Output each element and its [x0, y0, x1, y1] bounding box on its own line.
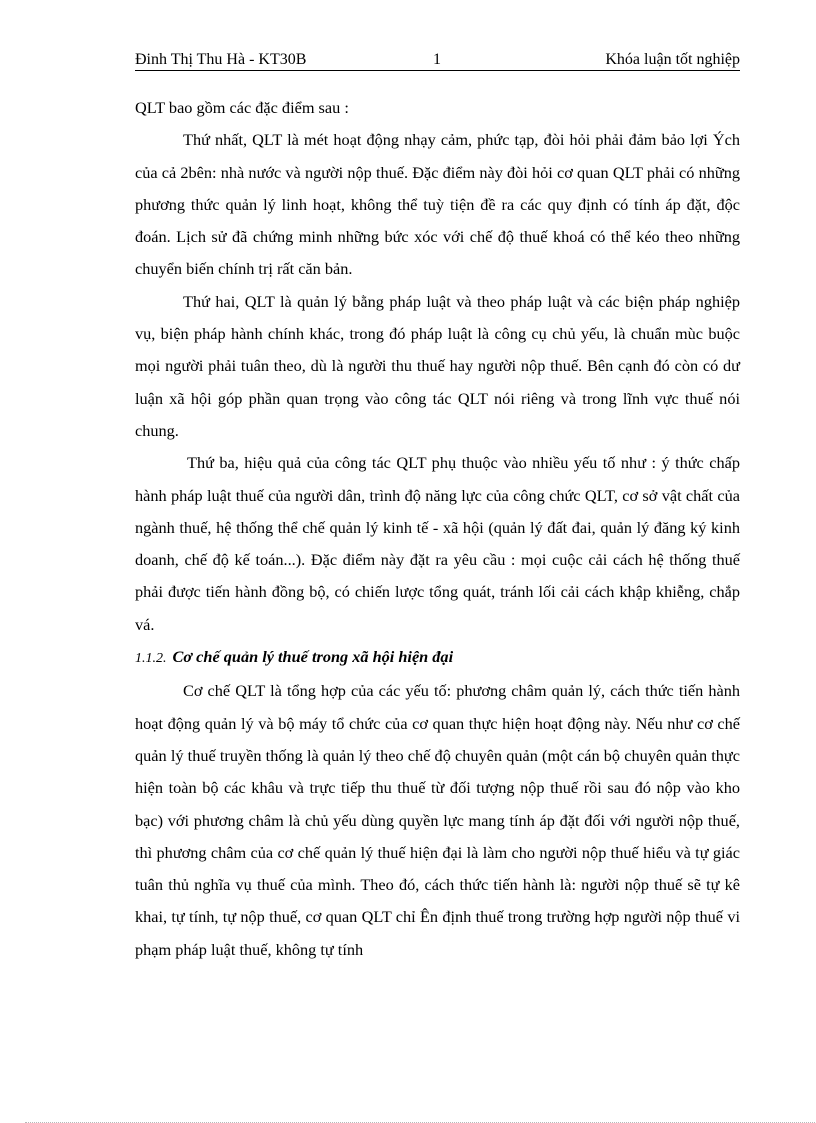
header-doc-type: Khóa luận tốt nghiệp: [605, 51, 740, 68]
paragraph-first-trait: Thứ nhất, QLT là mét hoạt động nhạy cảm, phức tạp, đòi hỏi phải đảm bảo lợi Ých của cả 2bên: nhà nước và người nộp thuế. Đặc điểm này đòi hỏi cơ quan QLT phải có những phương thức quản lý linh hoạt, không thể tuỳ tiện đề ra các quy định có tính áp đặt, độc đoán. Lịch sử đã chứng minh những bức xóc với chế độ thuế khoá có thể kéo theo những chuyển biến chính trị rất căn bản.: [135, 130, 740, 279]
page-body: [135, 92, 740, 966]
header-divider: [135, 70, 740, 71]
header-author: Đinh Thị Thu Hà - KT30B: [135, 51, 307, 68]
paragraph-second-trait: Thứ hai, QLT là quản lý bằng pháp luật và theo pháp luật và các biện pháp nghiệp vụ, biện pháp hành chính khác, trong đó pháp luật là công cụ chủ yếu, là chuẩn mùc buộc mọi người phải tuân theo, dù là người thu thuế hay người nộp thuế. Bên cạnh đó còn có dư luận xã hội góp phần quan trọng vào công tác QLT nói riêng và trong lĩnh vực thuế nói chung.: [135, 291, 740, 440]
intro-line: QLT bao gồm các đặc điểm sau :: [135, 98, 349, 117]
paragraph-third-trait: Thứ ba, hiệu quả của công tác QLT phụ thuộc vào nhiều yếu tố như : ý thức chấp hành pháp luật thuế của người dân, trình độ năng lực của công chức QLT, cơ sở vật chất của ngành thuế, hệ thống thể chế quản lý kinh tế - xã hội (quản lý đất đai, quản lý đăng ký kinh doanh, chế độ kế toán...). Đặc điểm này đặt ra yêu cầu : mọi cuộc cải cách hệ thống thuế phải được tiến hành đồng bộ, có chiến lược tổng quát, tránh lối cải cách khập khiễng, chắp vá.: [135, 453, 740, 634]
section-title: Cơ chế quản lý thuế trong xã hội hiện đại: [172, 647, 454, 667]
header-page-number: 1: [433, 51, 441, 68]
paragraph-mechanism: Cơ chế QLT là tổng hợp của các yếu tố: phương châm quản lý, cách thức tiến hành hoạt động quản lý và bộ máy tổ chức của cơ quan thực hiện hoạt động này. Nếu như cơ chế quản lý thuế truyền thống là quản lý theo chế độ chuyên quản (một cán bộ chuyên quản thực hiện toàn bộ các khâu và trực tiếp thu thuế từ đối tượng nộp thuế rồi sau đó nộp vào kho bạc) với phương châm là chủ yếu dùng quyền lực mang tính áp đặt đối với người nộp thuế, thì phương châm của cơ chế quản lý thuế hiện đại là làm cho người nộp thuế hiểu và tự giác tuân thủ nghĩa vụ thuế của mình. Theo đó, cách thức tiến hành là: người nộp thuế sẽ tự kê khai, tự tính, tự nộp thuế, cơ quan QLT chỉ Ên định thuế trong trường hợp người nộp thuế vi phạm pháp luật thuế, không tự tính: [135, 681, 740, 959]
section-number: 1.1.2.: [135, 651, 167, 667]
section-heading: [135, 641, 740, 675]
page-header: [135, 50, 740, 72]
